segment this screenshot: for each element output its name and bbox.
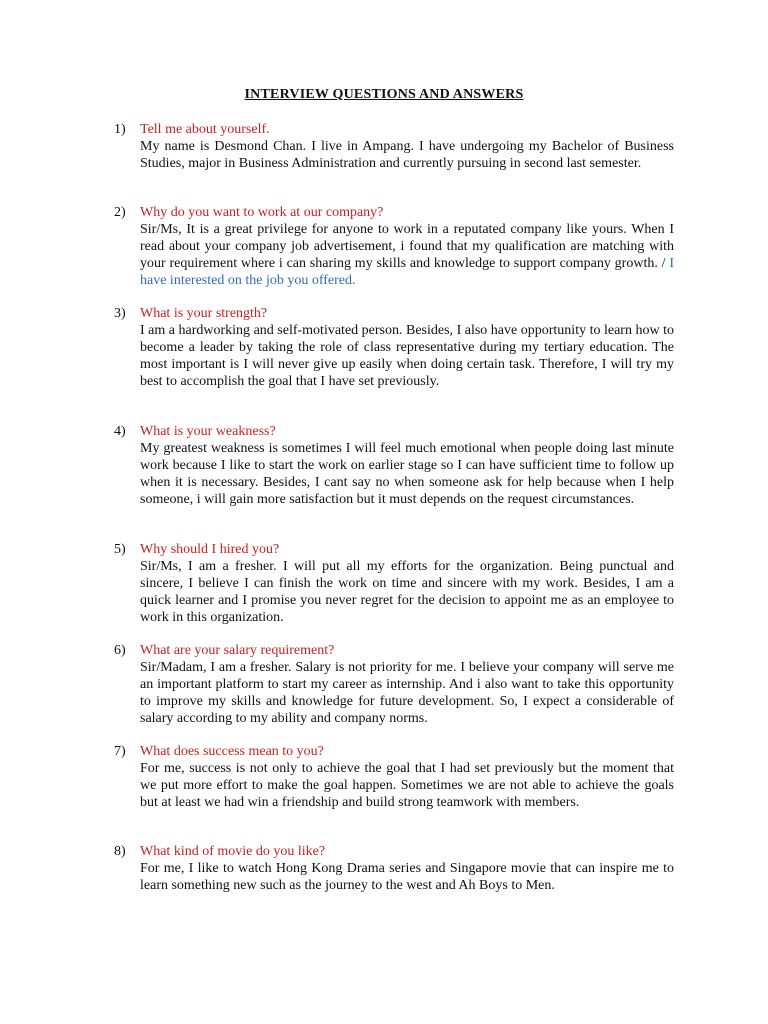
answer-text: For me, I like to watch Hong Kong Drama series and Singapore movie that can inspire me to learn something new such as the journey to the west and Ah Boys to Men.: [140, 861, 674, 893]
answer-text: My name is Desmond Chan. I live in Ampang. I have undergoing my Bachelor of Business Studies, major in Business Administration and currently pursuing in second last semester.: [140, 139, 674, 171]
question-text: What does success mean to you?: [140, 744, 324, 759]
answer-text: Sir/Madam, I am a fresher. Salary is not priority for me. I believe your company will serve me an important platform to start my career as internship. And i also want to take this opportunity to improve my skills and knowledge for future development. So, I expect a considerable of salary according to my ability and company norms.: [140, 660, 674, 726]
question-text: What are your salary requirement?: [140, 643, 335, 658]
qa-item-4: [114, 423, 674, 508]
question-text: Why do you want to work at our company?: [140, 205, 384, 220]
question-text: Tell me about yourself.: [140, 122, 270, 137]
page-title: INTERVIEW QUESTIONS AND ANSWERS: [244, 87, 524, 102]
answer-text: Sir/Ms, I am a fresher. I will put all my efforts for the organization. Being punctual and sincere, I believe I can finish the work on time and sincere with my work. Besides, I am a quick learner and I promise you never regret for the decision to appoint me as an employee to work in this organization.: [140, 559, 674, 625]
qa-item-8: [114, 843, 674, 894]
answer-text: I am a hardworking and self-motivated person. Besides, I also have opportunity to learn how to become a leader by taking the role of class representative during my tertiary education. The most important is I will never give up easily when doing certain task. Therefore, I will try my best to accomplish the goal that I have set previously.: [140, 323, 674, 389]
question-text: What is your weakness?: [140, 424, 276, 439]
qa-item-2: [114, 204, 674, 289]
answer-alternative-text: I have interested on the job you offered.: [140, 256, 674, 288]
qa-item-5: [114, 541, 674, 626]
answer-text: For me, success is not only to achieve the goal that I had set previously but the moment that we put more effort to make the goal happen. Sometimes we are not able to achieve the goals but at least we had win a friendship and build strong teamwork with members.: [140, 761, 674, 810]
question-text: Why should I hired you?: [140, 542, 280, 557]
item-number: 7): [114, 744, 126, 759]
question-text: What is your strength?: [140, 306, 268, 321]
item-number: 1): [114, 122, 126, 137]
item-number: 2): [114, 205, 126, 220]
answer-text: Sir/Ms, It is a great privilege for anyone to work in a reputated company like yours. When I read about your company job advertisement, i found that my qualification are matching with your requirement where i can sharing my skills and knowledge to support company growth. /: [140, 222, 674, 271]
answer-paragraph: [140, 221, 674, 289]
qa-item-7: [114, 743, 674, 811]
item-number: 4): [114, 424, 126, 439]
question-text: What kind of movie do you like?: [140, 844, 326, 859]
answer-text: My greatest weakness is sometimes I will feel much emotional when people doing last minute work because I like to start the work on earlier stage so I can have sufficient time to follow up when it is necessary. Besides, I cant say no when someone ask for help because when I help someone, i will gain more satisfaction but it must depends on the request circumstances.: [140, 441, 674, 507]
item-number: 8): [114, 844, 126, 859]
qa-item-1: [114, 121, 674, 172]
item-number: 5): [114, 542, 126, 557]
item-number: 3): [114, 306, 126, 321]
qa-item-3: [114, 305, 674, 390]
item-number: 6): [114, 643, 126, 658]
qa-item-6: [114, 642, 674, 727]
